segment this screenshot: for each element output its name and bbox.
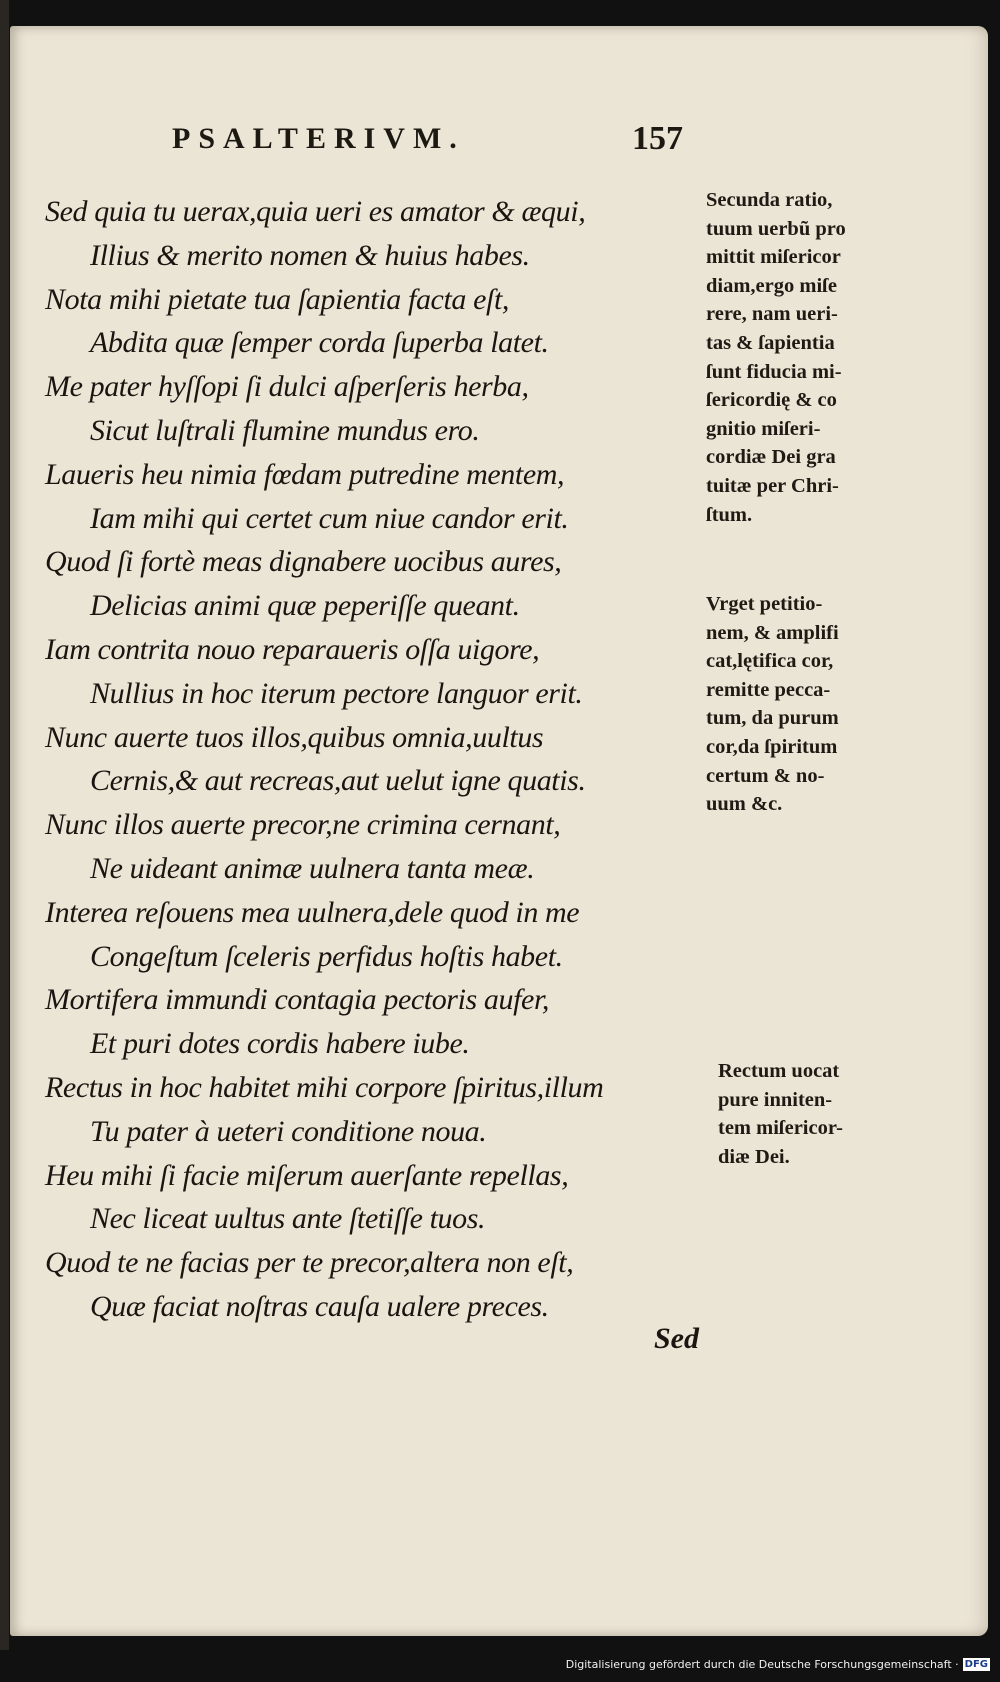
margin-note-line: rere, nam ueri- [706, 303, 838, 326]
verse-line: Nec liceat uultus ante ſtetiſſe tuos. [90, 1202, 486, 1236]
margin-note-line: remitte pecca- [706, 678, 831, 701]
page-header [172, 122, 692, 172]
verse-line: Laueris heu nimia fœdam putredine mentem, [45, 457, 565, 491]
verse-line: Nunc auerte tuos illos,quibus omnia,uultus [45, 720, 544, 754]
page-number: 157 [632, 120, 683, 157]
verse-line: Me pater hyſſopi ſi dulci aſperſeris herba, [45, 370, 529, 404]
margin-note-line: cat,lętifica cor, [706, 650, 834, 673]
verse-line: Quod ſi fortè meas dignabere uocibus aures, [45, 545, 562, 579]
verse-line: Ne uideant animæ uulnera tanta meæ. [90, 851, 535, 885]
margin-note-line: tum, da purum [706, 707, 839, 730]
verse-line: Delicias animi quæ peperiſſe queant. [90, 589, 520, 623]
verse-line: Iam contrita nouo reparaueris oſſa uigore, [45, 632, 540, 666]
margin-note-line: tas & ſapientia [706, 331, 835, 354]
verse-line: Quod te ne facias per te precor,altera non eſt, [45, 1246, 574, 1280]
margin-note-line: cordiæ Dei gra [706, 446, 836, 469]
margin-note-line: tuum uerbũ pro [706, 217, 846, 240]
margin-note-line: diæ Dei. [718, 1145, 790, 1168]
verse-line: Cernis,& aut recreas,aut uelut igne quatis. [90, 764, 586, 798]
catchword: Sed [654, 1322, 699, 1355]
verse-line: Tu pater à ueteri conditione noua. [90, 1114, 487, 1148]
verse-line: Sicut luſtrali flumine mundus ero. [90, 413, 480, 447]
margin-note-2 [706, 590, 911, 819]
verse-line: Heu mihi ſi facie miſerum auerſante repellas, [45, 1158, 569, 1192]
margin-note-line: Vrget petitio- [706, 593, 823, 615]
margin-note-3 [718, 1057, 923, 1171]
verse-line: Mortifera immundi contagia pectoris aufer, [45, 983, 549, 1017]
margin-note-line: uum &c. [706, 793, 783, 816]
book-spine-edge [0, 0, 9, 1650]
verse-line: Interea reſouens mea uulnera,dele quod in me [45, 895, 580, 929]
margin-note-line: Rectum uocat [718, 1060, 840, 1082]
verse-line: Illius & merito nomen & huius habes. [90, 238, 530, 272]
margin-note-line: mittit miſericor [706, 246, 841, 269]
margin-note-line: ſtum. [706, 503, 753, 526]
verse-line: Congeſtum ſceleris perfidus hoſtis habet. [90, 939, 563, 973]
running-title: PSALTERIVM. [172, 122, 465, 155]
margin-note-line: cor,da ſpiritum [706, 735, 838, 758]
verse-line: Nota mihi pietate tua ſapientia facta eſt, [45, 282, 509, 316]
verse-line: Et puri dotes cordis habere iube. [90, 1027, 470, 1061]
verse-line: Nunc illos auerte precor,ne crimina cernant, [45, 808, 561, 842]
margin-note-line: ſunt fiducia mi- [706, 360, 842, 383]
margin-note-line: Secunda ratio, [706, 189, 833, 211]
margin-note-line: diam,ergo miſe [706, 274, 837, 297]
margin-note-line: tem miſericor- [718, 1117, 844, 1140]
margin-note-line: tuitæ per Chri- [706, 474, 839, 497]
verse-line: Iam mihi qui certet cum niue candor erit. [90, 501, 569, 535]
margin-note-line: certum & no- [706, 764, 825, 787]
margin-note-line: gnitio miſeri- [706, 417, 821, 440]
margin-note-line: ſericordię & co [706, 389, 837, 412]
margin-note-line: nem, & amplifi [706, 621, 839, 644]
verse-line: Rectus in hoc habitet mihi corpore ſpiritus,illum [45, 1070, 604, 1104]
footer-text: Digitalisierung gefördert durch die Deutsche Forschungsgemeinschaft · [565, 1657, 959, 1671]
margin-note-1 [706, 186, 911, 529]
dfg-logo: DFG [964, 1658, 988, 1670]
verse-text [45, 190, 695, 1329]
verse-line: Abdita quæ ſemper corda ſuperba latet. [90, 326, 549, 360]
verse-line: Sed quia tu uerax,quia ueri es amator & æqui, [45, 195, 586, 228]
margin-note-line: pure inniten- [718, 1088, 833, 1111]
verse-line: Quæ faciat noſtras cauſa ualere preces. [90, 1289, 549, 1323]
verse-line: Nullius in hoc iterum pectore languor erit. [90, 676, 583, 710]
digitization-footer [566, 1656, 990, 1672]
